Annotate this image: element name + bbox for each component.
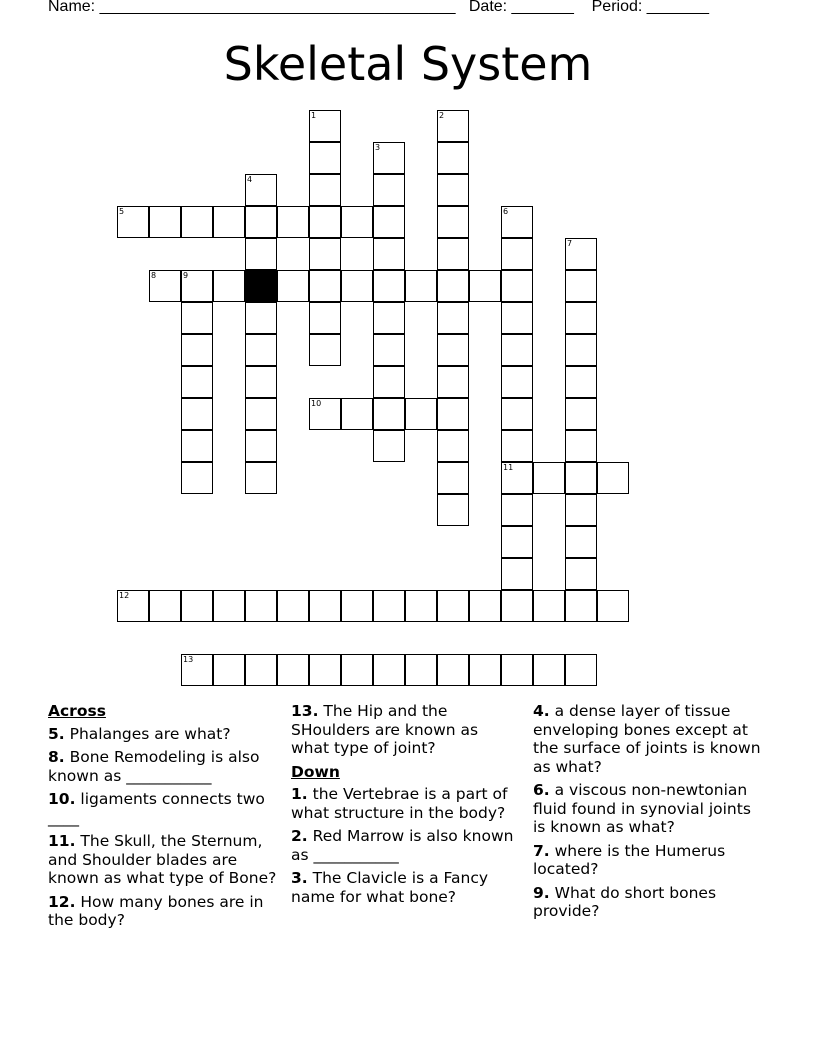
grid-cell[interactable]: [405, 270, 437, 302]
clue-number: 13: [183, 655, 194, 664]
clue-item: [48, 893, 284, 930]
grid-cell[interactable]: [501, 366, 533, 398]
grid-cell[interactable]: [309, 302, 341, 334]
grid-cell[interactable]: [437, 238, 469, 270]
clue-item: [533, 884, 768, 921]
clue-text: The Clavicle is a Fancy name for what bone?: [291, 869, 489, 906]
clue-text: Bone Remodeling is also known as ___________: [48, 748, 260, 785]
grid-cell[interactable]: [501, 302, 533, 334]
grid-cell[interactable]: [373, 398, 405, 430]
grid-cell[interactable]: [309, 334, 341, 366]
grid-cell[interactable]: [213, 270, 245, 302]
grid-cell[interactable]: [309, 110, 341, 142]
grid-cell[interactable]: [565, 398, 597, 430]
grid-cell[interactable]: [245, 398, 277, 430]
grid-cell[interactable]: [213, 590, 245, 622]
grid-cell[interactable]: [437, 366, 469, 398]
clue-text: the Vertebrae is a part of what structure in the body?: [291, 785, 508, 822]
clues-column-3: [533, 702, 768, 926]
grid-cell[interactable]: [437, 654, 469, 686]
grid-cell[interactable]: [501, 558, 533, 590]
grid-cell[interactable]: [501, 654, 533, 686]
grid-cell[interactable]: [277, 590, 309, 622]
clue-number-label: 1.: [291, 785, 308, 803]
clue-number-label: 9.: [533, 883, 550, 902]
grid-cell[interactable]: [565, 654, 597, 686]
grid-cell[interactable]: [309, 174, 341, 206]
grid-cell[interactable]: [597, 462, 629, 494]
clue-item: [533, 702, 768, 776]
grid-cell[interactable]: [181, 590, 213, 622]
grid-cell[interactable]: [341, 654, 373, 686]
grid-cell[interactable]: [565, 302, 597, 334]
name-field[interactable]: Name: ________________________________________: [48, 0, 456, 15]
grid-cell[interactable]: [501, 526, 533, 558]
grid-cell[interactable]: [437, 590, 469, 622]
clue-number-label: 4.: [533, 702, 550, 720]
grid-cell[interactable]: [245, 590, 277, 622]
clue-number: 12: [119, 591, 130, 600]
grid-cell[interactable]: [469, 654, 501, 686]
clue-text: Phalanges are what?: [64, 724, 231, 743]
down-heading: Down: [291, 762, 340, 781]
clues-column-2: [291, 702, 517, 911]
grid-cell[interactable]: [117, 206, 149, 238]
grid-cell[interactable]: [181, 654, 213, 686]
grid-cell[interactable]: [341, 398, 373, 430]
grid-cell[interactable]: [501, 590, 533, 622]
grid-cell[interactable]: [373, 654, 405, 686]
clue-item: [533, 781, 768, 837]
grid-cell[interactable]: [437, 270, 469, 302]
grid-cell[interactable]: [213, 206, 245, 238]
grid-cell[interactable]: [373, 302, 405, 334]
clue-text: The Hip and the SHoulders are known as what type of joint?: [291, 702, 479, 757]
grid-cell[interactable]: [373, 174, 405, 206]
grid-cell[interactable]: [501, 206, 533, 238]
clue-number: 7: [567, 239, 573, 248]
date-field[interactable]: Date: _______: [468, 0, 574, 15]
clue-item: [291, 869, 517, 906]
across-heading: Across: [48, 702, 106, 720]
grid-cell[interactable]: [501, 462, 533, 494]
clue-number-label: 8.: [48, 748, 65, 766]
clue-number-label: 5.: [48, 724, 65, 743]
grid-cell[interactable]: [565, 590, 597, 622]
grid-cell[interactable]: [149, 590, 181, 622]
grid-cell[interactable]: [373, 590, 405, 622]
grid-cell[interactable]: [245, 430, 277, 462]
grid-cell[interactable]: [437, 142, 469, 174]
grid-cell[interactable]: [405, 590, 437, 622]
grid-cell[interactable]: [373, 270, 405, 302]
grid-cell[interactable]: [181, 398, 213, 430]
grid-cell[interactable]: [533, 654, 565, 686]
clue-number: 9: [183, 271, 189, 280]
grid-cell[interactable]: [469, 590, 501, 622]
grid-cell[interactable]: [469, 270, 501, 302]
grid-cell[interactable]: [437, 206, 469, 238]
clue-item: [291, 702, 517, 758]
clue-text: What do short bones provide?: [533, 883, 717, 920]
clue-item: [48, 832, 284, 888]
clue-number: 4: [247, 175, 253, 184]
clue-text: Red Marrow is also known as ___________: [291, 827, 514, 864]
clue-number-label: 7.: [533, 841, 550, 860]
grid-cell[interactable]: [245, 206, 277, 238]
grid-cell[interactable]: [309, 654, 341, 686]
grid-cell[interactable]: [277, 206, 309, 238]
clue-number: 10: [311, 399, 322, 408]
clue-number-label: 12.: [48, 892, 76, 911]
grid-cell[interactable]: [213, 654, 245, 686]
grid-cell[interactable]: [373, 430, 405, 462]
grid-cell[interactable]: [245, 174, 277, 206]
clue-item: [533, 842, 768, 879]
grid-cell[interactable]: [309, 398, 341, 430]
grid-cell[interactable]: [341, 590, 373, 622]
grid-cell[interactable]: [565, 334, 597, 366]
clue-number: 8: [151, 271, 157, 280]
grid-cell[interactable]: [181, 270, 213, 302]
grid-cell[interactable]: [373, 142, 405, 174]
grid-cell[interactable]: [373, 334, 405, 366]
grid-cell[interactable]: [245, 238, 277, 270]
clue-text: a dense layer of tissue enveloping bones except at the surface of joints is known as what?: [533, 702, 761, 776]
clue-number: 3: [375, 143, 381, 152]
grid-cell[interactable]: [597, 590, 629, 622]
grid-cell[interactable]: [533, 462, 565, 494]
clue-item: [48, 790, 284, 827]
grid-cell[interactable]: [245, 334, 277, 366]
grid-cell[interactable]: [565, 494, 597, 526]
clue-number: 6: [503, 207, 509, 216]
grid-cell[interactable]: [277, 270, 309, 302]
grid-cell[interactable]: [181, 334, 213, 366]
grid-cell[interactable]: [309, 238, 341, 270]
clue-item: [48, 725, 284, 744]
grid-cell[interactable]: [277, 654, 309, 686]
grid-cell[interactable]: [437, 398, 469, 430]
grid-cell[interactable]: [373, 206, 405, 238]
grid-cell[interactable]: [373, 366, 405, 398]
grid-cell[interactable]: [437, 174, 469, 206]
grid-cell[interactable]: [437, 302, 469, 334]
clue-number-label: 2.: [291, 827, 308, 845]
clue-number: 5: [119, 207, 125, 216]
grid-cell[interactable]: [117, 590, 149, 622]
grid-cell[interactable]: [437, 430, 469, 462]
clue-item: [291, 785, 517, 822]
grid-cell[interactable]: [149, 270, 181, 302]
grid-cell[interactable]: [309, 590, 341, 622]
grid-cell[interactable]: [149, 206, 181, 238]
grid-cell[interactable]: [341, 270, 373, 302]
grid-cell[interactable]: [437, 494, 469, 526]
clues-column-1: [48, 702, 284, 935]
grid-cell[interactable]: [565, 366, 597, 398]
grid-cell[interactable]: [501, 334, 533, 366]
clue-number: 11: [503, 463, 514, 472]
clue-text: The Skull, the Sternum, and Shoulder blades are known as what type of Bone?: [48, 832, 277, 887]
black-cell: [245, 270, 277, 302]
grid-cell[interactable]: [565, 558, 597, 590]
clue-number: 2: [439, 111, 445, 120]
grid-cell[interactable]: [533, 590, 565, 622]
grid-cell[interactable]: [309, 270, 341, 302]
grid-cell[interactable]: [181, 462, 213, 494]
grid-cell[interactable]: [405, 398, 437, 430]
grid-cell[interactable]: [373, 238, 405, 270]
grid-cell[interactable]: [565, 462, 597, 494]
grid-cell[interactable]: [501, 430, 533, 462]
grid-cell[interactable]: [181, 366, 213, 398]
clue-number-label: 6.: [533, 781, 550, 799]
grid-cell[interactable]: [309, 142, 341, 174]
grid-cell[interactable]: [341, 206, 373, 238]
clue-number-label: 3.: [291, 869, 308, 887]
clue-text: where is the Humerus located?: [533, 841, 726, 878]
grid-cell[interactable]: [405, 654, 437, 686]
grid-cell[interactable]: [309, 206, 341, 238]
clue-number-label: 13.: [291, 702, 319, 720]
period-field[interactable]: Period: _______: [591, 0, 710, 15]
clue-number: 1: [311, 111, 317, 120]
grid-cell[interactable]: [565, 430, 597, 462]
clue-number-label: 11.: [48, 832, 76, 850]
grid-cell[interactable]: [501, 270, 533, 302]
grid-cell[interactable]: [437, 110, 469, 142]
grid-cell[interactable]: [245, 366, 277, 398]
grid-cell[interactable]: [245, 302, 277, 334]
grid-cell[interactable]: [565, 270, 597, 302]
grid-cell[interactable]: [181, 302, 213, 334]
clue-text: a viscous non-newtonian fluid found in synovial joints is known as what?: [533, 781, 751, 836]
grid-cell[interactable]: [565, 238, 597, 270]
grid-cell[interactable]: [501, 494, 533, 526]
grid-cell[interactable]: [437, 462, 469, 494]
grid-cell[interactable]: [437, 334, 469, 366]
grid-cell[interactable]: [181, 206, 213, 238]
grid-cell[interactable]: [501, 238, 533, 270]
clue-item: [48, 748, 284, 785]
clue-item: [291, 827, 517, 864]
grid-cell[interactable]: [181, 430, 213, 462]
clue-text: How many bones are in the body?: [48, 892, 264, 929]
grid-cell[interactable]: [245, 654, 277, 686]
grid-cell[interactable]: [565, 526, 597, 558]
page-title: Skeletal System: [223, 37, 593, 91]
clue-number-label: 10.: [48, 790, 76, 808]
clue-text: ligaments connects two ____: [48, 790, 265, 827]
grid-cell[interactable]: [245, 462, 277, 494]
grid-cell[interactable]: [501, 398, 533, 430]
